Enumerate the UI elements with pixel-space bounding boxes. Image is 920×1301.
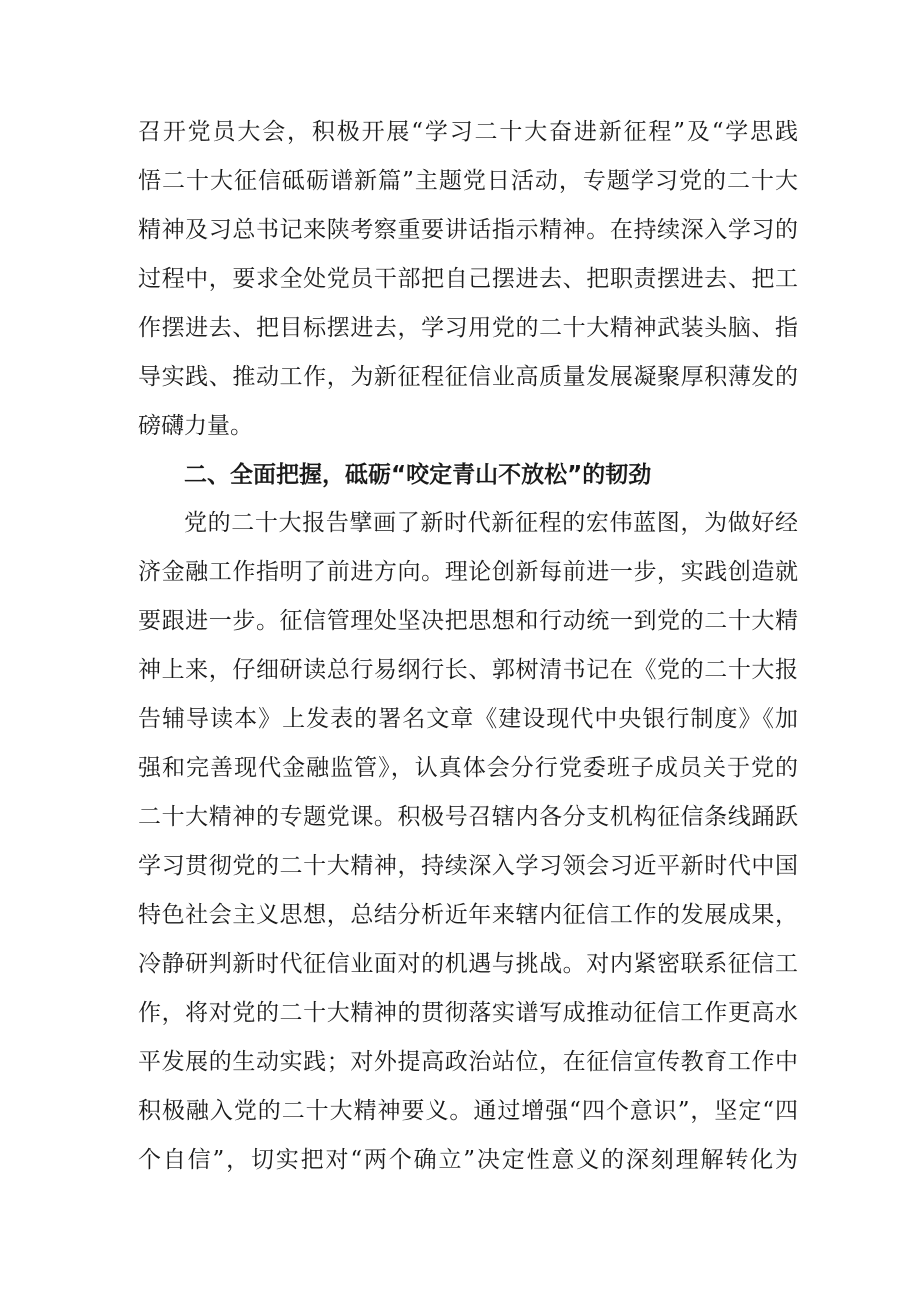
paragraph-line: 二十大精神的专题党课。积极号召辖内各分支机构征信条线踊跃	[138, 804, 798, 830]
paragraph-line: 党的二十大报告擘画了新时代新征程的宏伟蓝图，为做好经	[184, 510, 798, 536]
paragraph-line: 学习贯彻党的二十大精神，持续深入学习领会习近平新时代中国	[138, 853, 798, 879]
paragraph-line: 召开党员大会，积极开展“学习二十大奋进新征程”及“学思践	[138, 119, 798, 145]
paragraph-line: 作摆进去、把目标摆进去，学习用党的二十大精神武装头脑、指	[138, 315, 798, 341]
section-heading: 二、全面把握，砥砺“咬定青山不放松”的韧劲	[184, 462, 652, 488]
paragraph-line: 冷静研判新时代征信业面对的机遇与挑战。对内紧密联系征信工	[138, 951, 798, 977]
paragraph-line: 悟二十大征信砥砺谱新篇”主题党日活动，专题学习党的二十大	[138, 168, 798, 194]
paragraph-line: 过程中，要求全处党员干部把自己摆进去、把职责摆进去、把工	[138, 266, 798, 292]
paragraph-line: 特色社会主义思想，总结分析近年来辖内征信工作的发展成果，	[138, 902, 798, 928]
paragraph-line: 强和完善现代金融监管》，认真体会分行党委班子成员关于党的	[138, 755, 798, 781]
paragraph-line: 作，将对党的二十大精神的贯彻落实谱写成推动征信工作更高水	[138, 1000, 798, 1026]
paragraph-line: 平发展的生动实践；对外提高政治站位，在征信宣传教育工作中	[138, 1049, 798, 1075]
paragraph-line: 导实践、推动工作，为新征程征信业高质量发展凝聚厚积薄发的	[138, 364, 798, 390]
paragraph-line: 要跟进一步。征信管理处坚决把思想和行动统一到党的二十大精	[138, 608, 798, 634]
paragraph-line: 告辅导读本》上发表的署名文章《建设现代中央银行制度》《加	[138, 706, 798, 732]
paragraph-line: 磅礴力量。	[138, 413, 253, 439]
paragraph-line: 精神及习总书记来陕考察重要讲话指示精神。在持续深入学习的	[138, 217, 798, 243]
paragraph-line: 个自信”，切实把对“两个确立”决定性意义的深刻理解转化为	[138, 1147, 798, 1173]
paragraph-line: 神上来，仔细研读总行易纲行长、郭树清书记在《党的二十大报	[138, 657, 798, 683]
paragraph-line: 济金融工作指明了前进方向。理论创新每前进一步，实践创造就	[138, 559, 798, 585]
paragraph-line: 积极融入党的二十大精神要义。通过增强“四个意识”，坚定“四	[138, 1098, 798, 1124]
